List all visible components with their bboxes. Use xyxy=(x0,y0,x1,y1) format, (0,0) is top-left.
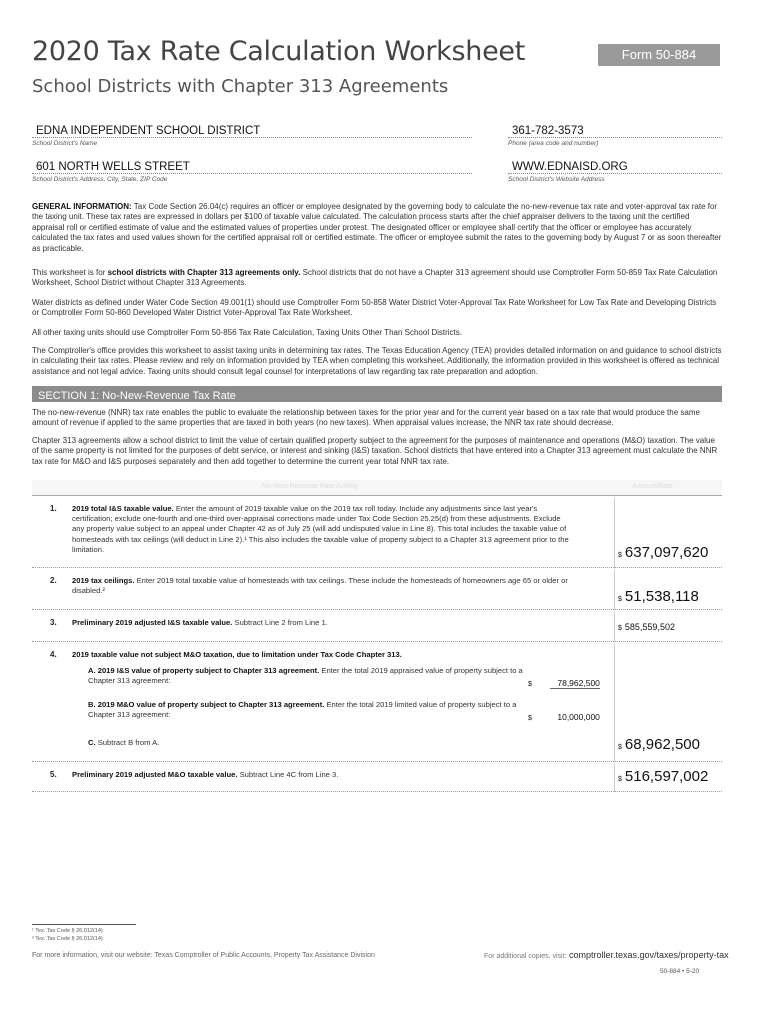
sub-amount-4a[interactable] xyxy=(528,678,600,689)
line-number: 3. xyxy=(50,618,57,627)
website-field[interactable]: WWW.EDNAISD.ORG xyxy=(508,160,722,174)
line-title: Preliminary 2019 adjusted I&S taxable value. xyxy=(72,618,233,627)
line-title: 2019 total I&S taxable value. xyxy=(72,504,174,513)
district-name-field[interactable]: EDNA INDEPENDENT SCHOOL DISTRICT xyxy=(32,124,472,138)
footer-link[interactable]: comptroller.texas.gov/taxes/property-tax xyxy=(569,950,729,960)
line-amount[interactable] xyxy=(618,622,722,632)
column-amount: Amount/Rate xyxy=(632,483,673,490)
form-code: 50-884 • 5-20 xyxy=(660,968,700,975)
table-row xyxy=(32,498,722,568)
footer-right-prefix: For additional copies, visit: xyxy=(484,953,567,960)
phone-label: Phone (area code and number) xyxy=(508,140,599,147)
sub-text: Enter the total 2019 limited value of property subject to a Chapter 313 agreement: xyxy=(88,700,517,720)
amount-value: 585,559,502 xyxy=(624,622,675,632)
currency-symbol: $ xyxy=(528,681,532,688)
line-amount[interactable] xyxy=(618,588,722,605)
footer-left-text: For more information, visit our website: Texas Comptroller of Public Accounts, Property Tax Assistance Division xyxy=(32,952,375,959)
line-number: 4. xyxy=(50,650,57,659)
table-header xyxy=(32,480,722,496)
line-description xyxy=(72,770,572,780)
currency-symbol: $ xyxy=(618,596,622,603)
general-information-heading: GENERAL INFORMATION: xyxy=(32,202,132,211)
footer-right xyxy=(484,950,729,960)
section-1-title: SECTION 1: No-New-Revenue Tax Rate xyxy=(38,390,236,402)
line-amount[interactable] xyxy=(618,768,722,785)
form-number-badge: Form 50-884 xyxy=(598,44,720,66)
line-description xyxy=(72,650,592,660)
sub-line-4c xyxy=(88,738,508,748)
column-activity: No-New-Revenue Rate Activity xyxy=(262,483,359,490)
intro-paragraph-2 xyxy=(32,268,722,289)
sub-title: 2019 I&S value of property subject to Chapter 313 agreement. xyxy=(97,666,320,675)
currency-symbol: $ xyxy=(618,776,622,783)
line-text: Subtract Line 4C from Line 3. xyxy=(239,770,339,779)
general-information xyxy=(32,202,722,254)
line-text: Subtract Line 2 from Line 1. xyxy=(234,618,328,627)
amount-value: 637,097,620 xyxy=(624,544,709,561)
footnote-divider xyxy=(32,924,136,925)
sub-letter: C. xyxy=(88,738,96,747)
intro-p2-post: School districts that do not have a Chapter 313 agreement should use Comptroller Form 50-859 Tax Rate Calculation Worksheet, School District without Chapter 313 Agreements. xyxy=(32,268,718,288)
amount-value: 78,962,500 xyxy=(550,678,600,689)
phone-field[interactable]: 361-782-3573 xyxy=(508,124,722,138)
sub-letter: B. xyxy=(88,700,96,709)
line-amount[interactable] xyxy=(618,544,722,561)
section-1-paragraph-2: Chapter 313 agreements allow a school district to limit the value of certain qualified property subject to the agreement for the purposes of maintenance and operations (M&O) taxation. The value of the same property is not limited for the purposes of debt service, or interest and sinking (I&S) taxation. School districts that have entered into a Chapter 313 agreement must calculate the NNR tax rate for M&O and I&S purposes separately and then add together to determine the current year total NNR tax rate. xyxy=(32,436,718,466)
website-label: School District's Website Address xyxy=(508,176,605,183)
intro-p2-bold: school districts with Chapter 313 agreements only. xyxy=(107,268,301,277)
intro-paragraph-3: Water districts as defined under Water Code Section 49.001(1) should use Comptroller Form 50-858 Water District Voter-Approval Tax Rate Worksheet for Low Tax Rate and Developing Districts or Comptroller Form 50-860 Developed Water District Voter-Approval Tax Rate Worksheet. xyxy=(32,298,717,318)
currency-symbol: $ xyxy=(618,552,622,559)
table-row xyxy=(32,570,722,610)
footnote-2: ² Tex. Tax Code § 26.012(14) xyxy=(32,936,103,942)
table-row xyxy=(32,612,722,642)
currency-symbol: $ xyxy=(618,744,622,751)
column-divider xyxy=(614,570,615,610)
table-row xyxy=(32,764,722,792)
sub-text: Enter the total 2019 appraised value of property subject to a Chapter 313 agreement: xyxy=(88,666,523,686)
intro-paragraph-5: The Comptroller's office provides this worksheet to assist taxing units in determining tax rates. The Texas Education Agency (TEA) provides detailed information on and guidance to school districts in calculating their tax rates. Please review and rely on information provided by TEA when completing this worksheet. Additionally, the information provided in this worksheet is offered as technical assistance and not legal advice. Taxing units should consult legal counsel for interpretations of law regarding tax rate preparation and adoption. xyxy=(32,346,722,376)
line-title: 2019 tax ceilings. xyxy=(72,576,135,585)
column-divider xyxy=(614,498,615,568)
column-divider xyxy=(614,764,615,792)
line-text: Enter the amount of 2019 taxable value on the 2019 tax roll today. Include any adjustments since last year's certification; exclude one-fourth and one-third over-appraisal corrections made under Tax Code Section 25.25(d) from these adjustments. Exclude any property value subject to an appeal under Chapter 42 as of July 25 (will add undisputed value in Line 8). This total includes the taxable value of homesteads with tax ceilings (will deduct in Line 2).¹ This also includes the taxable value of property subject to a Chapter 313 agreement prior to the limitation. xyxy=(72,504,569,554)
line-title: Preliminary 2019 adjusted M&O taxable value. xyxy=(72,770,238,779)
line-number: 2. xyxy=(50,576,57,585)
sub-title: 2019 M&O value of property subject to Chapter 313 agreement. xyxy=(97,700,325,709)
column-divider xyxy=(614,612,615,642)
section-1-header xyxy=(32,386,722,402)
amount-value: 10,000,000 xyxy=(557,712,600,722)
line-text: Enter 2019 total taxable value of homesteads with tax ceilings. These include the homesteads of homeowners age 65 or older or disabled.² xyxy=(72,576,568,596)
line-description xyxy=(72,504,572,555)
intro-p2-pre: This worksheet is for xyxy=(32,268,106,277)
footnote-1: ¹ Tex. Tax Code § 26.012(14) xyxy=(32,928,103,934)
page-title: 2020 Tax Rate Calculation Worksheet xyxy=(32,36,525,67)
line-amount-4c[interactable] xyxy=(618,736,722,753)
section-1-paragraph-1: The no-new-revenue (NNR) tax rate enables the public to evaluate the relationship between taxes for the prior year and for the current year based on a tax rate that would produce the same amount of revenue if applied to the same properties that are taxed in both years (no new taxes). When appraisal values increase, the NNR tax rate should decrease. xyxy=(32,408,700,428)
line-number: 5. xyxy=(50,770,57,779)
intro-paragraph-4: All other taxing units should use Comptroller Form 50-856 Tax Rate Calculation, Taxing Units Other Than School Districts. xyxy=(32,328,462,337)
currency-symbol: $ xyxy=(528,715,532,722)
sub-letter: A. xyxy=(88,666,96,675)
table-row xyxy=(32,644,722,762)
page-subtitle: School Districts with Chapter 313 Agreements xyxy=(32,76,449,97)
column-divider xyxy=(614,644,615,762)
address-label: School District's Address, City, State, ZIP Code xyxy=(32,176,168,183)
sub-amount-4b[interactable] xyxy=(528,712,600,722)
sub-line-4a xyxy=(88,666,528,686)
line-number: 1. xyxy=(50,504,57,513)
sub-line-4b xyxy=(88,700,528,720)
currency-symbol: $ xyxy=(618,625,622,632)
line-description xyxy=(72,576,572,596)
amount-value: 516,597,002 xyxy=(624,768,709,785)
line-title: 2019 taxable value not subject M&O taxation, due to limitation under Tax Code Chapter 313. xyxy=(72,650,402,659)
sub-text: Subtract B from A. xyxy=(97,738,160,747)
general-information-text: Tax Code Section 26.04(c) requires an officer or employee designated by the governing body to calculate the no-new-revenue tax rate and voter-approval tax rate for the taxing unit. These tax rates are expressed in dollars per $100 of taxable value calculated. The calculation process starts after the chief appraiser delivers to the taxing unit the certified appraisal roll or certified estimate of value and the estimated values of properties under protest. The designated officer or employee shall certify that the officer or employee has accurately calculated the tax rates and used values shown for the certified appraisal roll or certified estimate. The officer or employee submit the rates to the governing body by August 7 or as soon thereafter as practicable. xyxy=(32,202,722,253)
line-description xyxy=(72,618,572,628)
district-name-label: School District's Name xyxy=(32,140,98,147)
amount-value: 51,538,118 xyxy=(624,588,699,605)
amount-value: 68,962,500 xyxy=(624,736,700,753)
address-field[interactable]: 601 NORTH WELLS STREET xyxy=(32,160,472,174)
